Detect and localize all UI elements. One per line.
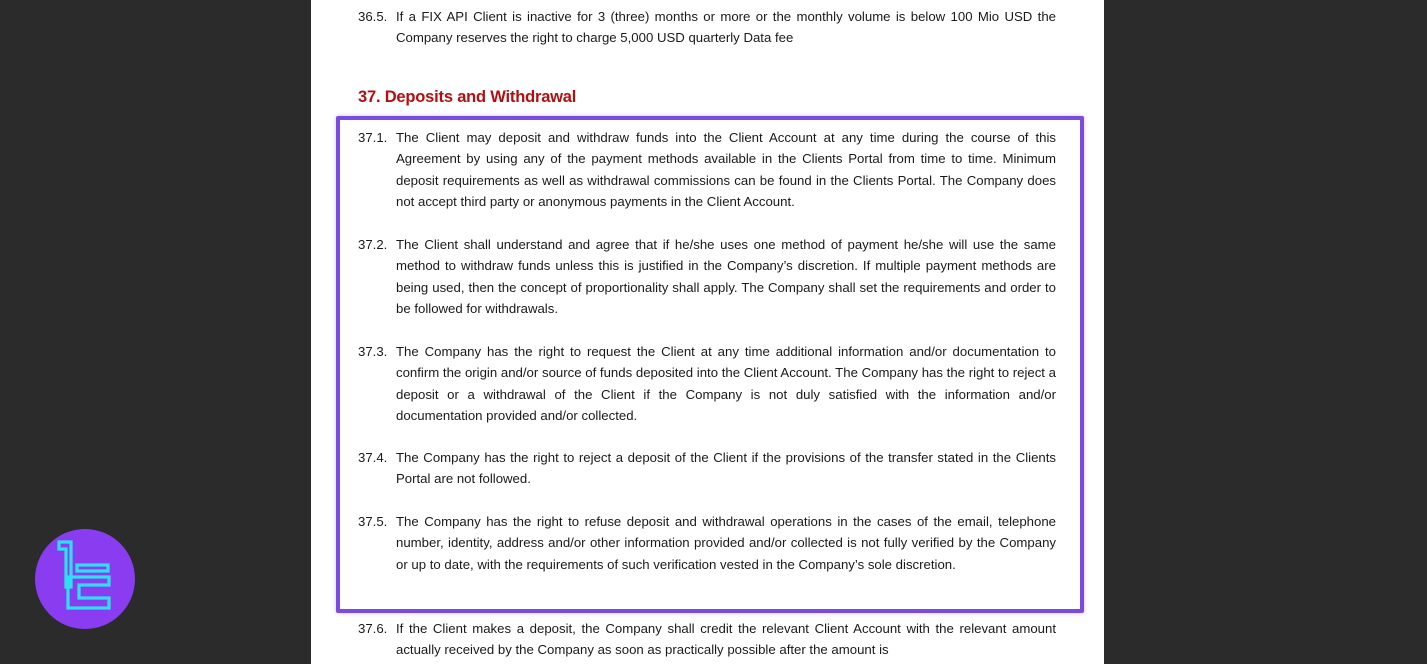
clause-37-6 [358,618,1056,661]
clause-37-2 [358,234,1056,319]
tc-logo-icon [35,529,135,629]
clause-text: The Company has the right to refuse deposit and withdrawal operations in the cases of the email, telephone number, identity, address and/or other information provided and/or collected is not fully verified by the Company or up to date, with the requirements of such verification vested in the Company’s sole discretion. [396,514,1056,572]
brand-logo [35,529,135,629]
clause-number: 36.5. [358,9,388,24]
clause-36-5 [358,6,1056,49]
clause-text: The Company has the right to reject a deposit of the Client if the provisions of the transfer stated in the Clients Portal are not followed. [396,450,1056,487]
clause-37-1 [358,127,1056,212]
clause-text: The Client shall understand and agree that if he/she uses one method of payment he/she will use the same method to withdraw funds unless this is justified in the Company’s discretion. If multiple payment methods are being used, then the concept of proportionality shall apply. The Company shall set the requirements and order to be followed for withdrawals. [396,237,1056,316]
clause-text: The Client may deposit and withdraw funds into the Client Account at any time during the course of this Agreement by using any of the payment methods available in the Clients Portal from time to time. Minimum deposit requirements as well as withdrawal commissions can be found in the Clients Portal. The Company does not accept third party or anonymous payments in the Client Account. [396,130,1056,209]
clause-number: 37.1. [358,130,388,145]
clause-37-5 [358,511,1056,575]
clause-37-4 [358,447,1056,490]
clause-37-3 [358,341,1056,426]
clause-text: If a FIX API Client is inactive for 3 (three) months or more or the monthly volume is below 100 Mio USD the Company reserves the right to charge 5,000 USD quarterly Data fee [396,9,1056,46]
clause-number: 37.5. [358,514,388,529]
clause-text: The Company has the right to request the Client at any time additional information and/or documentation to confirm the origin and/or source of funds deposited into the Client Account. The Company has the right to reject a deposit or a withdrawal of the Client if the Company is not duly satisfied with the information and/or documentation provided and/or collected. [396,344,1056,423]
clause-number: 37.2. [358,237,388,252]
clause-number: 37.6. [358,621,388,636]
section-heading: 37. Deposits and Withdrawal [358,88,577,106]
document-page [311,0,1104,664]
clause-text: If the Client makes a deposit, the Company shall credit the relevant Client Account with the relevant amount actually received by the Company as soon as practically possible after the amount is [396,621,1056,658]
clause-number: 37.3. [358,344,388,359]
clause-number: 37.4. [358,450,388,465]
